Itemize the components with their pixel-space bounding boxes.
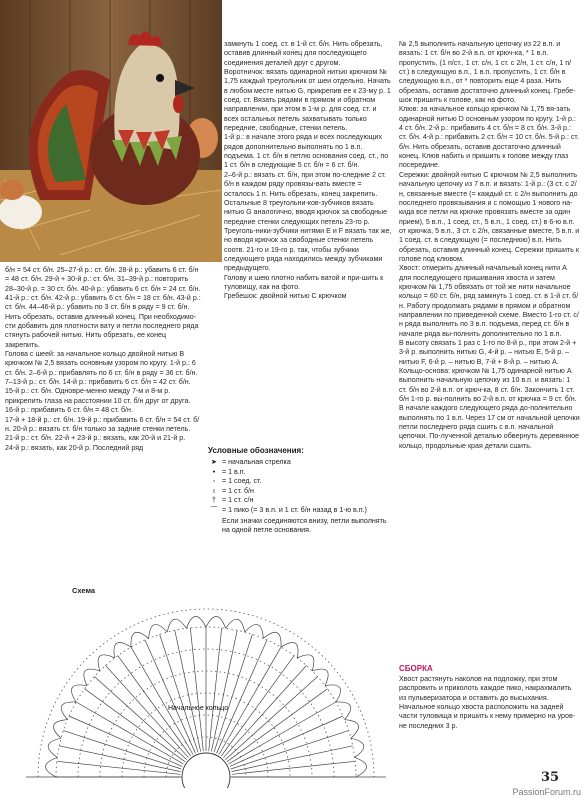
assembly-section [399,664,580,731]
legend-item [206,477,390,487]
legend-item-text: = 1 в.п. [222,467,246,476]
tail-chart-diagram [20,592,392,788]
text-column-3: № 2,5 выполнить начальную цепочку из 22 в.п. и вязать: 1 ст. б/н во 2-й в.п. от крюч-ка, * 1 в.п. пропустить, (1 п/ст., 1 ст. с/н, 1 ст. с 2/н, 1 ст. с/н, 1 п/ст.) в следующую в.п., 1 в.п. пропустить, 1 ст. б/н в следующую в.п., от * повторить еще 4 раза. Нить обрезать, оставив достаточно длинный конец. Гребе-шок пришить к голове, как на фото. Клюв: за начальное кольцо крючком № 1,75 вя-зать одинарной нитью D основным узором по кругу. 1-й р.: 4 ст. б/н. 2-й р.: прибавить 4 ст. б/н = 8 ст. б/н. 3-й р.: ст. б/н. 4-й р.: прибавить 2 ст. б/н = 10 ст. б/н. 5-й р.: ст. б/н. Нить обрезать, оставив достаточно длинный конец. Клюв набить и пришить к голове между глаз посередине. Сережки: двойной нитью С крючком № 2,5 выполнить начальную цепочку из 7 в.п. и вязать: 1-й р.: (3 ст. с 2/н, связанные вместе (= каждый ст. с 2/н выполнить до последнего провязывания и с помощью 1 нового на-кида все петли на крючке провязать вместе за один прием), 5 в.п., 1 соед. ст., 5 в.п., 1 соед. ст.) в 6-ю в.п. от крючка, 5 в.п., 3 ст. с 2/н, связанные вместе, 5 в.п. и 1 соед. ст. в следующую (= последнюю) в.п. Нить обрезать, оставив длинный конец. Сережки пришить к голове под клювом. Хвост: отмерить длинный начальный конец нити А для последующего пришивания хвоста и затем крючком № 1,75 обвязать от той же нити начальное кольцо = 60 ст. б/н, ряд замкнуть 1 соед. ст. в 1-й ст. б/н. Работу продолжать рядами в прямом и обратном направлении по приведенной схеме. Вместо 1-го ст. с/н ряда выполнить по 3 в.п. подъема, перед ст. б/н в начале ряда вы-полнить дополнительно по 1 в.п. В высоту связать 1 раз с 1-го по 8-й р., при этом 2-й + 3-й р. выполнить нитью G, 4-й р. – нитью E, 5-й р. – нитью F, 6-й р. – нитью B, 7-й + 8-й р. – нитью А. Кольцо-основа: крючком № 1,75 одинарной нитью А выполнить начальную цепочку из 10 в.п. и вязать: 1 ст. б/н во 2-й в.п. от крюч-ка, 8 ст. б/н. Закончить 1 ст. б/н 1-го р. вы-полнить во 2-й в.п. от крючка = 9 ст. б/н. В начале каждого следующего ряда до-полнительно выполнять по 1 в.п. Через 17 см от начальной цепочки петли последнего ряда сшить с в.п. начальной цепочки. По-лученной деталью обвернуть деревянное кольцо, продольные края детали сшить. [399,40,580,450]
legend-item [206,496,390,506]
legend-note: Если значки соединяются внизу, петли выполнять на одной петле основания. [222,516,387,535]
picot-icon: ⌒ [210,505,218,514]
hen-photo [0,0,222,262]
legend-item [206,487,390,497]
assembly-title: СБОРКА [399,664,433,673]
text-column-2: замкнуть 1 соед. ст. в 1-й ст. б/н. Нить обрезать, оставив длинный конец для последующего соединения деталей друг с другом. Воротничок: вязать одинарной нитью крючком № 1,75 каждый треугольник от шеи отдельно. Начать в любом месте нитью G, прикрепив ее к 23-му р. 1 соед. ст. Вязать рядами в прямом и обратном направлении, при этом в 1-м р. для соед. ст. и всех остальных петель захватывать только передние, свободные, стенки петель. 1-й р.: в начале этого ряда и всех последующих рядов дополнительно выполнять по 1 в.п. подъема. 1 ст. б/н в петлю основания соед. ст., по 1 ст. б/н в следующие 5 ст. б/н = 6 ст. б/н. 2–6-й р.: вязать ст. б/н, при этом по-следние 2 ст. б/н в каждом ряду провязы-вать вместе = осталось 1 п. Нить обрезать, конец закрепить. Остальные 8 треугольни-ков-зубчиков вязать нитью G аналогично, вводя крючок за свободные передние стенки следующих петель 23-го р. Треуголь-ники-зубчики нитями E и F вязать так же, но вводя крючок за свободные стенки петель соотв. 21-го и 19-го р. так, чтобы зубчики следующего ряда находились между зубчиками предыдущего. Голову и шею плотно набить ватой и при-шить к туловищу, как на фото. Гребешок: двойной нитью С крючком [224,40,392,301]
legend-title: Условные обозначения: [208,446,304,455]
crochet-scheme [20,586,392,788]
site-watermark: PassionForum.ru [512,787,581,797]
legend-item-text: = 1 пико (= 3 в.п. и 1 ст. б/н назад в 1-ю в.п.) [222,505,367,514]
assembly-text: Хвост растянуть наколов на подложку, при этом распровить и приколоть каждое пико, накрахмалить из пульверизатора и оставить до высыхания. Начальное кольцо хвоста расположить на задней части туловища и пришить к нему примерно на уров-не последних 3 р. [399,675,576,730]
slip-stitch-icon: ◦ [212,477,216,486]
knitted-hen-illustration [0,0,222,262]
legend-item-text: = 1 ст. б/н [222,486,254,495]
symbols-legend [206,446,390,586]
single-crochet-icon: ı [213,486,215,495]
legend-item [206,468,390,478]
legend-item-text: = 1 соед. ст. [222,477,262,486]
double-crochet-icon: † [212,496,216,505]
arrow-icon: ➤ [211,458,217,466]
legend-item [206,458,390,468]
legend-item-text: = начальная стрелка [222,458,291,466]
legend-item-text: = 1 ст. с/н [222,496,254,505]
scheme-title: Схема [72,586,96,595]
chain-stitch-icon: • [212,467,216,476]
text-column-1: б/н = 54 ст. б/н. 25–27-й р.: ст. б/н. 28-й р.: убавить 6 ст. б/н = 48 ст. б/н. 29-й + 30-й р.: ст. б/н. 31–39-й р.: повторить 28–30-й р. = 30 ст. б/н. 40-й р.: убавить 6 ст. б/н = 24 ст. б/н. 41-й р.: ст. б/н. 42-й р.: убавить 6 ст. б/н = 18 ст. б/н. 43-й р.: ст. б/н. 44–46-й р.: убавить по 3 ст. б/н в ряду = 9 ст. б/н. Нить обрезать, оставив длинный конец. При необходимо-сти добавить для плотности вату и петли последнего ряда стянуть рабочей нитью. Нить обрезать, ее конец закрепить. Голова с шеей: за начальное кольцо двойной нитью В крючком № 2,5 вязать основным узором по кругу. 1-й р.: 6 ст. б/н. 2–6-й р.: прибавлять по 6 ст. б/н в ряду = 36 ст. б/н. 7–13-й р.: ст. б/н. 14-й р.: прибавить 6 ст. б/н = 42 ст. б/н. 15-й р.: ст. б/н. Одновре-менно между 7-м и 8-м р. прикрепить глаза на расстоянии 10 ст. б/н друг от друга. 16-й р.: прибавить 6 ст. б/н = 48 ст. б/н. 17-й + 18-й р.: ст. б/н. 19-й р.: прибавить 6 ст. б/н = 54 ст. б/н. 20-й р.: вязать ст. б/н только за задние стенки петель. 21-й р.: ст. б/н. 22-й + 23-й р.: вязать, как 20-й и 21-й р. 24-й р.: вязать, как 20-й р. Последний ряд [5,266,201,452]
starting-ring-label: Начальное кольцо [168,705,229,712]
page-number: 35 [541,770,560,785]
legend-item [206,506,390,516]
